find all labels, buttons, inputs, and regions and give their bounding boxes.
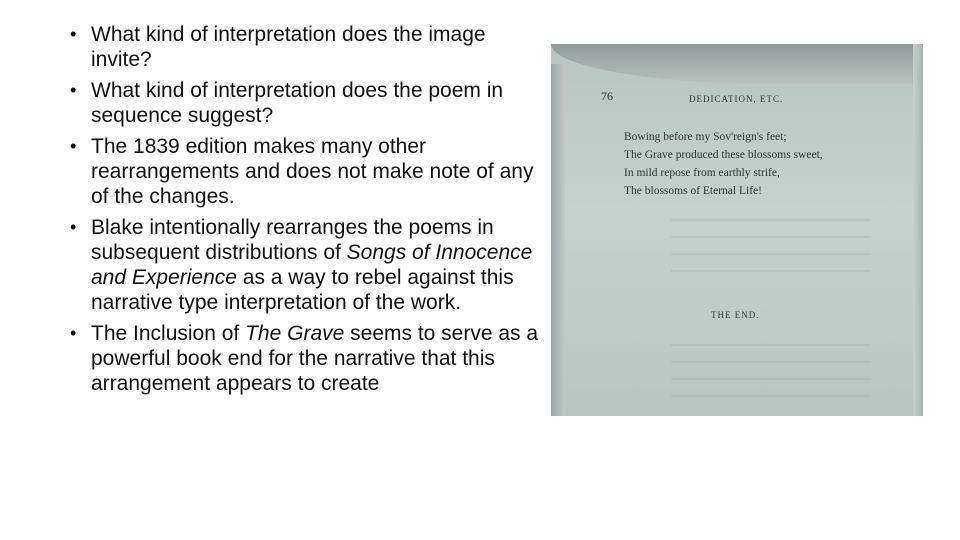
bullet-text: seems to serve as a powerful book end for the narrative that this arrangement appears to create: [91, 322, 539, 395]
poem-line: In mild repose from earthly strife,: [624, 167, 780, 179]
photo-shadow: [551, 44, 923, 84]
bullet-list: [70, 22, 540, 402]
bullet-item: [70, 22, 540, 72]
bullet-text: Blake intentionally rearranges the poems in subsequent distributions of: [91, 216, 494, 264]
book-page-photo: [551, 44, 923, 416]
poem-line: Bowing before my Sov'reign's feet;: [624, 131, 787, 143]
bullet-text: What kind of interpretation does the image invite?: [91, 23, 486, 71]
poem-line: The blossoms of Eternal Life!: [624, 185, 762, 197]
bullet-text: as a way to rebel against this narrative type interpretation of the work.: [91, 266, 514, 314]
bullet-italic-text: The Grave: [245, 322, 345, 345]
poem-stanza: [624, 128, 823, 200]
page-header: DEDICATION, ETC.: [689, 94, 784, 104]
bullet-item: [70, 78, 540, 128]
bullet-item: [70, 134, 540, 209]
page-number: 76: [601, 89, 613, 103]
end-text: THE END.: [711, 310, 760, 320]
bullet-item: [70, 321, 540, 396]
page-edge-right: [913, 44, 923, 416]
bullet-text: What kind of interpretation does the poem in sequence suggest?: [91, 79, 504, 127]
bullet-text: The Inclusion of: [91, 322, 246, 345]
bullet-italic-text: Songs of Innocence and Experience: [91, 241, 533, 289]
bullet-text: The 1839 edition makes many other rearrangements and does not make note of any of the changes.: [91, 135, 534, 208]
poem-line: The Grave produced these blossoms sweet,: [624, 149, 823, 161]
bullet-item: [70, 215, 540, 315]
page-edge-left: [551, 64, 565, 416]
